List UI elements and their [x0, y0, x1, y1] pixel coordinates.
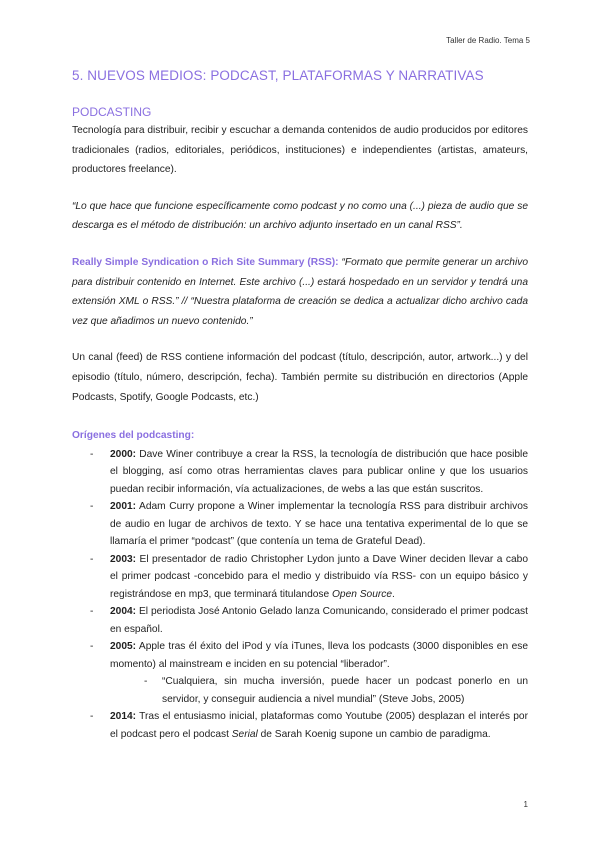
list-item: - 2014: Tras el entusiasmo inicial, plataformas como Youtube (2005) desplazan el interés por el podcast pero el podcast Serial de Sarah Koenig supone un cambio de paradigma.	[88, 708, 528, 743]
year-label: 2004:	[110, 606, 137, 618]
section-title: 5. NUEVOS MEDIOS: PODCAST, PLATAFORMAS Y NARRATIVAS	[72, 68, 484, 83]
list-item: - 2003: El presentador de radio Christopher Lydon junto a Dave Winer deciden llevar a cabo el primer podcast -concebido para el medio y distribuido vía RSS- con un equipo básico y registrándose en mp3, que terminará titulandose Open Source.	[88, 551, 528, 604]
list-item: - 2005: Apple tras él éxito del iPod y vía iTunes, lleva los podcasts (3000 disponibles en ese momento) al mainstream e inciden en su potencial “liberador”. - “Cualquiera, sin mucha inversión, puede hacer un podcast ponerlo en un servidor, y conseguir audiencia a nivel mundial” (Steve Jobs, 2005)	[88, 638, 528, 708]
podcasting-heading: PODCASTING	[72, 105, 152, 119]
list-item: - 2001: Adam Curry propone a Winer implementar la tecnología RSS para distribuir archivos de audio en lugar de archivos de texto. Y se hace una tentativa experimental de lo que se llamaría el primer “podcast” (que contenía un tema de Grateful Dead).	[88, 498, 528, 551]
distribution-quote: “Lo que hace que funcione específicamente como podcast y no como una (...) pieza de audio que se descarga es el método de distribución: un archivo adjunto insertado en un canal RSS”.	[72, 200, 528, 232]
sub-list	[110, 673, 528, 708]
podcasting-definition: Tecnología para distribuir, recibir y escuchar a demanda contenidos de audio producidos por editores tradicionales (radios, editoriales, periódicos, instituciones) e independientes (artistas, amateurs, productores freelance).	[72, 125, 528, 176]
page-number: 1	[523, 800, 528, 809]
page-content	[72, 68, 528, 743]
rss-quote: “Formato que permite generar un archivo para distribuir contenido en Internet. Este archivo (...) estará hospedado en un servidor y tendrá una extensión XML o RSS.” // “Nuestra plataforma de creación se dedica a actualizar dicho archivo cada vez que añadimos un nuevo contenido.”	[72, 256, 528, 327]
rss-term: Really Simple Syndication o Rich Site Summary (RSS):	[72, 256, 339, 268]
year-label: 2014:	[110, 711, 137, 723]
list-item: - 2004: El periodista José Antonio Gelado lanza Comunicando, considerado el primer podcast en español.	[88, 603, 528, 638]
origins-list	[72, 446, 528, 744]
rss-paragraph	[72, 253, 528, 331]
origins-heading: Orígenes del podcasting:	[72, 430, 195, 442]
year-label: 2000:	[110, 448, 137, 460]
list-item: - 2000: Dave Winer contribuye a crear la RSS, la tecnología de distribución que hace posible el blogging, así como otras herramientas claves para publicar online y que los usuarios puedan recibir información, vía actualizaciones, de webs a las que están suscritos.	[88, 446, 528, 499]
running-header: Taller de Radio. Tema 5	[446, 36, 530, 45]
feed-paragraph: Un canal (feed) de RSS contiene información del podcast (título, descripción, autor, artwork...) y del episodio (título, número, descripción, fecha). También permite su distribución en directorios (Apple Podcasts, Spotify, Google Podcasts, etc.)	[72, 352, 528, 403]
year-label: 2003:	[110, 553, 137, 565]
year-label: 2005:	[110, 641, 137, 653]
jobs-quote: - “Cualquiera, sin mucha inversión, puede hacer un podcast ponerlo en un servidor, y conseguir audiencia a nivel mundial” (Steve Jobs, 2005)	[142, 673, 528, 708]
year-label: 2001:	[110, 501, 137, 513]
